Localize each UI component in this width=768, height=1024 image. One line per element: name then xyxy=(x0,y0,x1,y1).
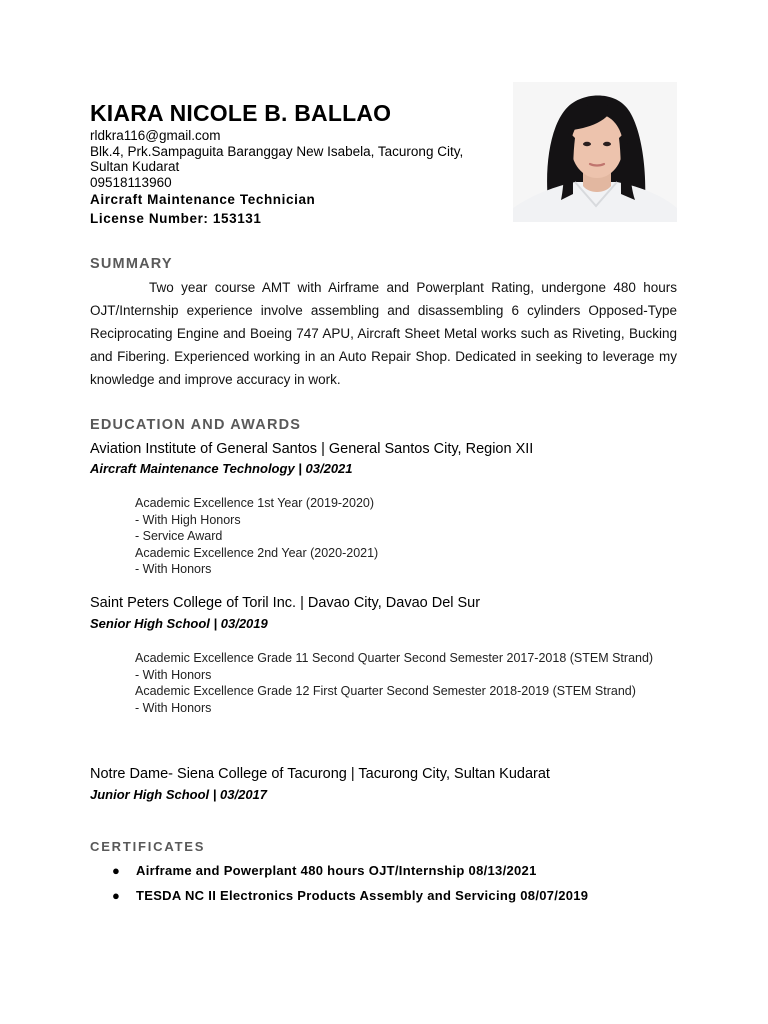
award-line: - Service Award xyxy=(135,529,223,544)
contact-block xyxy=(90,128,490,228)
list-item xyxy=(112,883,712,908)
bullet-icon: ● xyxy=(112,863,121,878)
award-line: Academic Excellence 1st Year (2019-2020) xyxy=(135,496,375,510)
award-line: Academic Excellence 2nd Year (2020-2021) xyxy=(135,545,379,560)
award-line: - With Honors xyxy=(135,700,212,715)
school-name: Saint Peters College of Toril Inc. | Davao City, Davao Del Sur xyxy=(90,595,481,611)
applicant-name: KIARA NICOLE B. BALLAO xyxy=(90,100,392,126)
program-name: Aircraft Maintenance Technology | 03/2021 xyxy=(90,461,353,476)
summary-heading: SUMMARY xyxy=(90,256,173,272)
awards-list xyxy=(135,495,675,578)
list-item xyxy=(112,858,712,883)
award-line: - With Honors xyxy=(135,667,212,682)
program-name: Junior High School | 03/2017 xyxy=(90,787,268,802)
email-text: rldkra116@gmail.com xyxy=(90,128,221,143)
job-title: Aircraft Maintenance Technician xyxy=(90,192,316,207)
school-name: Aviation Institute of General Santos | General Santos City, Region XII xyxy=(90,441,534,457)
award-line: Academic Excellence Grade 12 First Quarter Second Semester 2018-2019 (STEM Strand) xyxy=(135,684,636,699)
award-line: - With Honors xyxy=(135,562,212,577)
school-name: Notre Dame- Siena College of Tacurong | Tacurong City, Sultan Kudarat xyxy=(90,766,550,782)
awards-list xyxy=(135,650,675,716)
license-number: License Number: 153131 xyxy=(90,211,262,226)
bullet-icon: ● xyxy=(112,888,121,903)
profile-photo xyxy=(513,82,677,222)
certificates-list xyxy=(112,858,712,908)
summary-text: Two year course AMT with Airframe and Powerplant Rating, undergone 480 hours OJT/Internship experience involve assembling and disassembling 6 cylinders Opposed-Type Reciprocating Engine and Boeing 747 APU, Aircraft Sheet Metal works such as Riveting, Bucking and Fibering. Experienced working in an Auto Repair Shop. Dedicated in seeking to leverage my knowledge and improve accuracy in work. xyxy=(90,280,677,387)
award-line: - With High Honors xyxy=(135,512,241,527)
phone-text: 09518113960 xyxy=(90,174,172,190)
certificate-text: TESDA NC II Electronics Products Assembly and Servicing 08/07/2019 xyxy=(136,888,589,903)
profile-photo-illustration xyxy=(513,82,677,222)
program-name: Senior High School | 03/2019 xyxy=(90,616,268,631)
certificates-heading: CERTIFICATES xyxy=(90,839,206,854)
address-text: Blk.4, Prk.Sampaguita Baranggay New Isabela, Tacurong City, Sultan Kudarat xyxy=(90,143,464,174)
award-line: Academic Excellence Grade 11 Second Quarter Second Semester 2017-2018 (STEM Strand) xyxy=(135,651,654,665)
education-heading: EDUCATION AND AWARDS xyxy=(90,417,302,433)
certificate-text: Airframe and Powerplant 480 hours OJT/Internship 08/13/2021 xyxy=(136,863,537,878)
